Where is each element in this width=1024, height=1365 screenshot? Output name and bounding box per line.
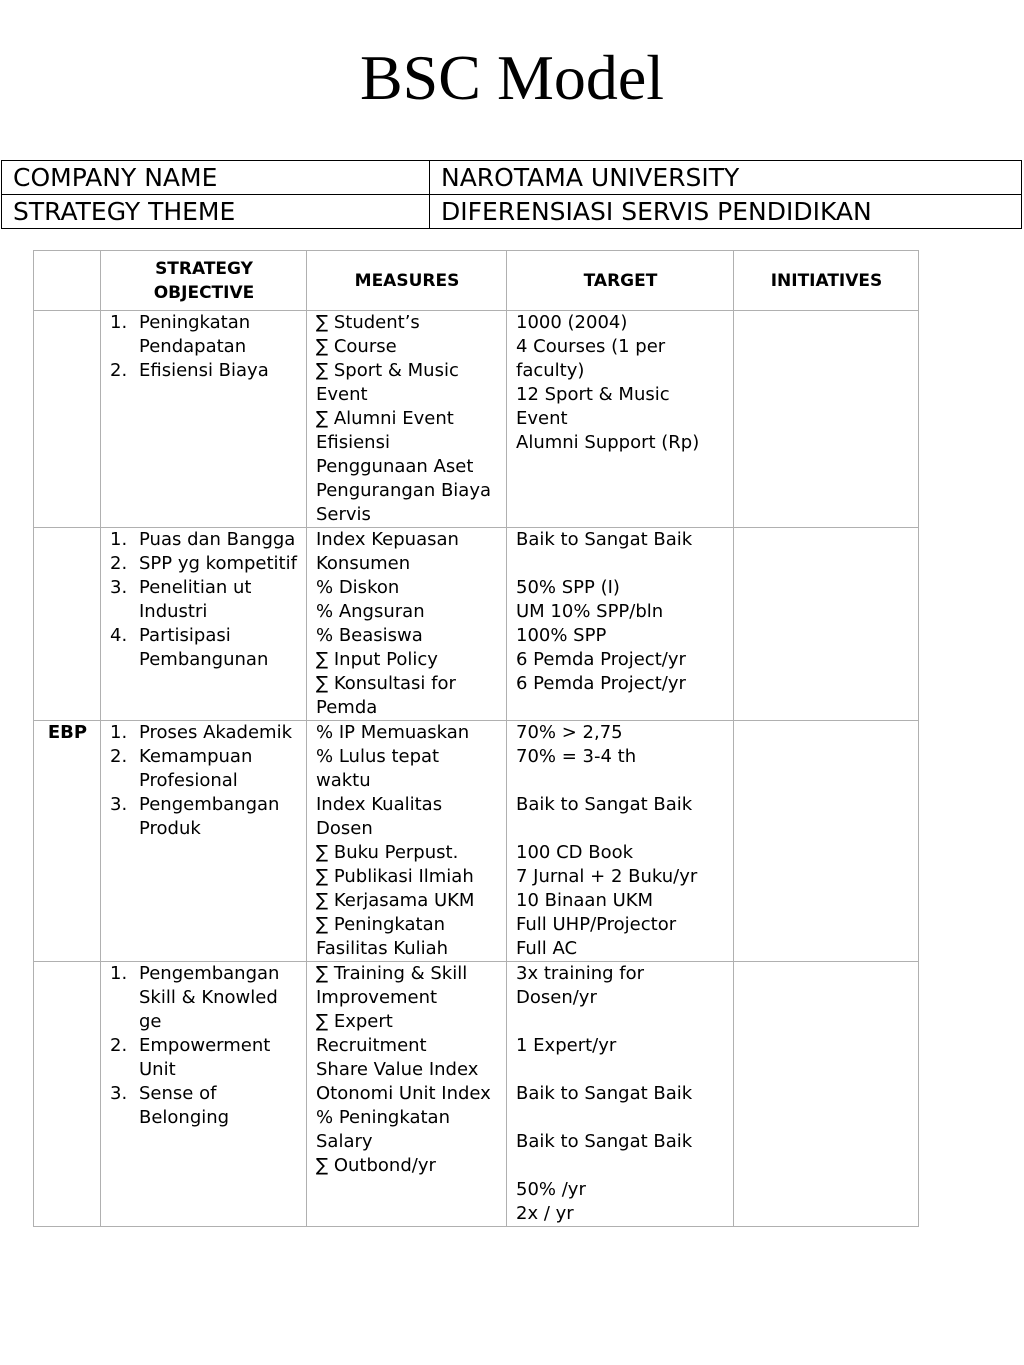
target-item: Full AC xyxy=(516,938,578,959)
table-row xyxy=(34,528,919,721)
header-measures: MEASURES xyxy=(307,251,507,311)
objectives-cell xyxy=(101,721,307,962)
measure-item: ∑ Buku Perpust. xyxy=(316,842,459,863)
measure-item: ∑ Expert Recruitment xyxy=(316,1011,427,1056)
target-item: 6 Pemda Project/yr xyxy=(516,649,686,670)
measure-item: ∑ Training & Skill Improvement xyxy=(316,963,473,1008)
objective-number: 3. xyxy=(110,577,128,598)
strategy-theme-value: DIFERENSIASI SERVIS PENDIDIKAN xyxy=(430,195,1022,229)
bsc-table-body xyxy=(34,311,919,1227)
header-row xyxy=(34,251,919,311)
objectives-list xyxy=(110,962,298,1130)
target-item xyxy=(516,1058,725,1082)
target-item: 100% SPP xyxy=(516,625,607,646)
target-item: UM 10% SPP/bln xyxy=(516,601,664,622)
initiatives-cell xyxy=(734,311,919,528)
perspective-cell xyxy=(34,528,101,721)
header-initiatives: INITIATIVES xyxy=(734,251,919,311)
initiatives-cell xyxy=(734,721,919,962)
measure-item: ∑ Student’s xyxy=(316,312,420,333)
measure-item: ∑ Alumni Event xyxy=(316,408,454,429)
target-item: 6 Pemda Project/yr xyxy=(516,673,686,694)
objective-number: 2. xyxy=(110,553,128,574)
objective-number: 2. xyxy=(110,746,128,767)
measures-cell xyxy=(307,721,507,962)
objective-item xyxy=(110,359,298,383)
target-item: 4 Courses (1 per faculty) xyxy=(516,336,671,381)
objective-text: Kemampuan Profesional xyxy=(139,746,253,791)
company-info-table xyxy=(1,160,1022,229)
measures-cell xyxy=(307,962,507,1227)
target-item: 50% /yr xyxy=(516,1179,586,1200)
objective-text: Sense of Belonging xyxy=(139,1083,230,1128)
objective-item xyxy=(110,552,298,576)
measure-item: Otonomi Unit Index xyxy=(316,1083,491,1104)
strategy-theme-label: STRATEGY THEME xyxy=(2,195,430,229)
objectives-cell xyxy=(101,311,307,528)
objective-text: Proses Akademik xyxy=(139,722,293,743)
measure-item: Share Value Index xyxy=(316,1059,479,1080)
target-item: 50% SPP (I) xyxy=(516,577,620,598)
target-item xyxy=(516,1010,725,1034)
measure-item: Index Kepuasan Konsumen xyxy=(316,529,465,574)
header-strategy-objective: STRATEGY OBJECTIVE xyxy=(101,251,307,311)
initiatives-cell xyxy=(734,528,919,721)
target-item xyxy=(516,1154,725,1178)
target-cell xyxy=(507,528,734,721)
objective-item xyxy=(110,793,298,841)
target-item: 100 CD Book xyxy=(516,842,634,863)
page-title: BSC Model xyxy=(359,42,665,113)
objective-number: 1. xyxy=(110,312,128,333)
target-cell xyxy=(507,721,734,962)
measure-item: % Lulus tepat waktu xyxy=(316,746,445,791)
measure-item: ∑ Input Policy xyxy=(316,649,438,670)
objectives-list xyxy=(110,721,298,841)
header-perspective xyxy=(34,251,101,311)
measures-cell xyxy=(307,528,507,721)
table-row xyxy=(34,721,919,962)
objective-item xyxy=(110,721,298,745)
objective-item xyxy=(110,1082,298,1130)
target-item: Alumni Support (Rp) xyxy=(516,432,700,453)
target-cell xyxy=(507,962,734,1227)
objective-text: Puas dan Bangga xyxy=(139,529,296,550)
measure-item: ∑ Publikasi Ilmiah xyxy=(316,866,474,887)
measures-cell xyxy=(307,311,507,528)
objective-number: 3. xyxy=(110,794,128,815)
target-item: 10 Binaan UKM xyxy=(516,890,654,911)
target-item: 1000 (2004) xyxy=(516,312,628,333)
target-item: 2x / yr xyxy=(516,1203,574,1224)
target-item: 70% = 3-4 th xyxy=(516,746,637,767)
target-item: 3x training for xyxy=(516,963,645,984)
measure-item: ∑ Sport & Music Event xyxy=(316,360,465,405)
company-row xyxy=(2,161,1022,195)
objective-number: 1. xyxy=(110,963,128,984)
objectives-cell xyxy=(101,528,307,721)
measure-item: ∑ Peningkatan Fasilitas Kuliah xyxy=(316,914,451,959)
company-name-value: NAROTAMA UNIVERSITY xyxy=(430,161,1022,195)
target-item: Event xyxy=(516,408,568,429)
measure-item: ∑ Konsultasi for Pemda xyxy=(316,673,462,718)
measure-item: ∑ Outbond/yr xyxy=(316,1155,436,1176)
objectives-list xyxy=(110,311,298,383)
objective-text: Pengembangan Skill & Knowled ge xyxy=(139,963,280,1032)
objectives-cell xyxy=(101,962,307,1227)
objective-number: 3. xyxy=(110,1083,128,1104)
target-item: 70% > 2,75 xyxy=(516,722,623,743)
objective-item xyxy=(110,576,298,624)
measure-item: ∑ Course xyxy=(316,336,397,357)
target-item xyxy=(516,769,725,793)
objective-item xyxy=(110,745,298,793)
measure-item: Efisiensi Penggunaan Aset xyxy=(316,432,474,477)
perspective-cell xyxy=(34,962,101,1227)
target-item: Baik to Sangat Baik xyxy=(516,529,693,550)
objective-number: 2. xyxy=(110,1035,128,1056)
target-item: Dosen/yr xyxy=(516,987,597,1008)
measure-item: Pengurangan Biaya Servis xyxy=(316,480,497,525)
measure-item: % Beasiswa xyxy=(316,625,423,646)
objective-number: 1. xyxy=(110,722,128,743)
objective-text: Empowerment Unit xyxy=(139,1035,271,1080)
objective-item xyxy=(110,311,298,359)
perspective-cell: EBP xyxy=(34,721,101,962)
measure-item: % Diskon xyxy=(316,577,400,598)
bsc-table xyxy=(33,250,919,1227)
header-target: TARGET xyxy=(507,251,734,311)
objective-item xyxy=(110,624,298,672)
objective-item xyxy=(110,962,298,1034)
objective-item xyxy=(110,528,298,552)
measure-item: Index Kualitas Dosen xyxy=(316,794,448,839)
measure-item: ∑ Kerjasama UKM xyxy=(316,890,475,911)
table-row xyxy=(34,311,919,528)
target-item: 1 Expert/yr xyxy=(516,1035,617,1056)
objective-number: 4. xyxy=(110,625,128,646)
target-item: Baik to Sangat Baik xyxy=(516,1131,693,1152)
objectives-list xyxy=(110,528,298,672)
target-item: Full UHP/Projector xyxy=(516,914,677,935)
objective-number: 2. xyxy=(110,360,128,381)
target-cell xyxy=(507,311,734,528)
target-item xyxy=(516,552,725,576)
target-item: Baik to Sangat Baik xyxy=(516,794,693,815)
objective-item xyxy=(110,1034,298,1082)
objective-number: 1. xyxy=(110,529,128,550)
strategy-theme-row xyxy=(2,195,1022,229)
table-row xyxy=(34,962,919,1227)
target-item xyxy=(516,817,725,841)
target-item xyxy=(516,1106,725,1130)
initiatives-cell xyxy=(734,962,919,1227)
measure-item: % Angsuran xyxy=(316,601,425,622)
target-item: 7 Jurnal + 2 Buku/yr xyxy=(516,866,698,887)
objective-text: Efisiensi Biaya xyxy=(139,360,269,381)
objective-text: Penelitian ut Industri xyxy=(139,577,252,622)
measure-item: % Peningkatan Salary xyxy=(316,1107,456,1152)
measure-item: % IP Memuaskan xyxy=(316,722,470,743)
target-item: Baik to Sangat Baik xyxy=(516,1083,693,1104)
company-name-label: COMPANY NAME xyxy=(2,161,430,195)
objective-text: Partisipasi Pembangunan xyxy=(139,625,269,670)
objective-text: Pengembangan Produk xyxy=(139,794,280,839)
perspective-cell xyxy=(34,311,101,528)
objective-text: SPP yg kompetitif xyxy=(139,553,297,574)
target-item: 12 Sport & Music xyxy=(516,384,670,405)
objective-text: Peningkatan Pendapatan xyxy=(139,312,251,357)
